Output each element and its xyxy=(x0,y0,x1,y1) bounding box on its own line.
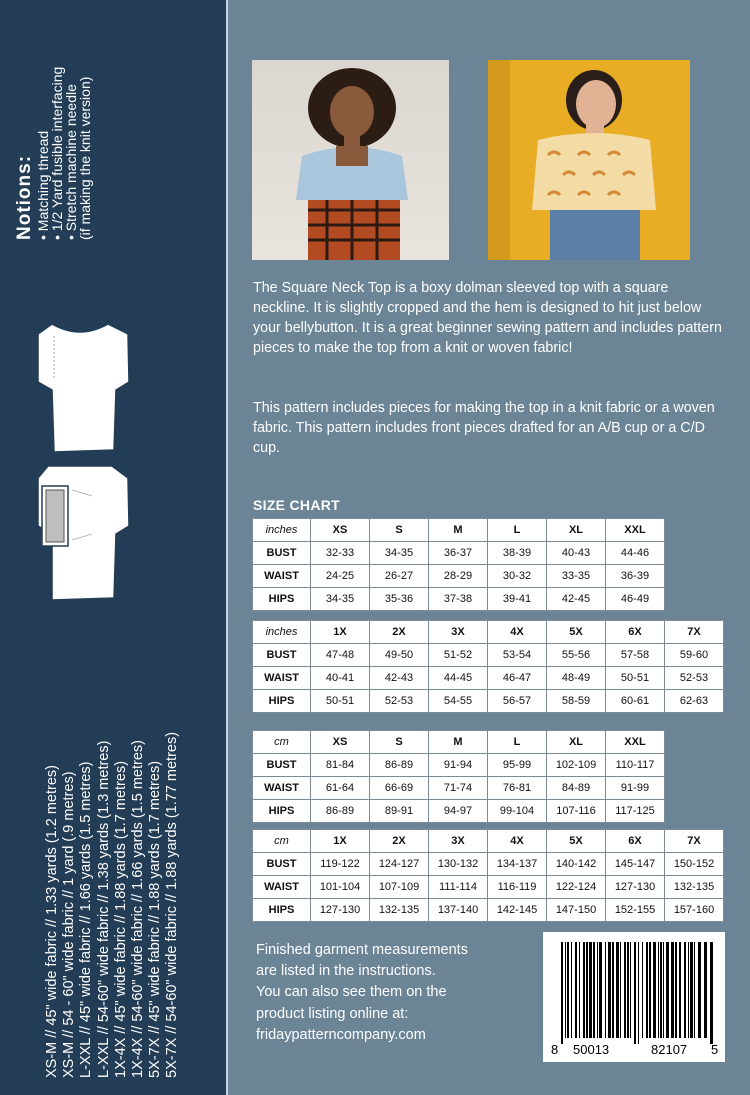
measure-cell: 49-50 xyxy=(370,644,429,667)
size-header: 6X xyxy=(606,621,665,644)
measure-cell: 140-142 xyxy=(547,853,606,876)
barcode-digits: 50013 xyxy=(573,1042,610,1057)
barcode-bar xyxy=(690,942,693,1038)
barcode-bar xyxy=(567,942,569,1038)
measure-cell: 55-56 xyxy=(547,644,606,667)
row-label: WAIST xyxy=(253,777,311,800)
yardage-line: 5X-7X // 54-60" wide fabric // 1.88 yards (1.77 metres) xyxy=(164,731,181,1078)
barcode-bar xyxy=(593,942,595,1038)
table-row xyxy=(253,690,724,713)
measure-cell: 40-43 xyxy=(547,542,606,565)
row-label: HIPS xyxy=(253,588,311,611)
size-header: 3X xyxy=(429,830,488,853)
size-header: 5X xyxy=(547,830,606,853)
measure-cell: 39-41 xyxy=(488,588,547,611)
measure-cell: 47-48 xyxy=(311,644,370,667)
measure-cell: 116-119 xyxy=(488,876,547,899)
table-row xyxy=(253,621,724,644)
size-header: 6X xyxy=(606,830,665,853)
table-row xyxy=(253,899,724,922)
size-header: 4X xyxy=(488,830,547,853)
barcode-bar xyxy=(660,942,662,1038)
measure-cell: 59-60 xyxy=(665,644,724,667)
barcode-bar xyxy=(612,942,614,1038)
row-label: WAIST xyxy=(253,667,311,690)
measure-cell: 30-32 xyxy=(488,565,547,588)
table-row xyxy=(253,565,665,588)
description-paragraph-2: This pattern includes pieces for making the top in a knit fabric or a woven fabric. This pattern includes front pieces drafted for an A/B cup or a C/D cup. xyxy=(253,400,715,456)
measure-cell: 60-61 xyxy=(606,690,665,713)
measure-cell: 35-36 xyxy=(370,588,429,611)
back-view-sketch xyxy=(32,318,134,456)
barcode-bar xyxy=(679,942,681,1038)
measure-cell: 61-64 xyxy=(311,777,370,800)
barcode-bar xyxy=(586,942,588,1038)
measure-cell: 58-59 xyxy=(547,690,606,713)
measure-cell: 53-54 xyxy=(488,644,547,667)
barcode-bar xyxy=(663,942,664,1038)
measure-cell: 91-99 xyxy=(606,777,665,800)
measure-cell: 44-46 xyxy=(606,542,665,565)
yardage-line: XS-M // 54 - 60" wide fabric // 1 yard (.9 metres) xyxy=(61,771,78,1078)
table-row xyxy=(253,519,665,542)
measure-cell: 32-33 xyxy=(311,542,370,565)
notions-item: • Stretch machine needle xyxy=(63,84,79,240)
description-paragraph-1: The Square Neck Top is a boxy dolman sleeved top with a square neckline. It is slightly cropped and the hem is designed to hit just below your bellybutton. It is a great beginner sewing pattern and includes pattern pieces to make the top from a knit or woven fabric! xyxy=(253,280,722,356)
measure-cell: 62-63 xyxy=(665,690,724,713)
yardage-line: XS-M // 45" wide fabric // 1.33 yards (1.2 metres) xyxy=(44,765,60,1078)
measure-cell: 36-39 xyxy=(606,565,665,588)
size-header: L xyxy=(488,519,547,542)
size-chart-title: SIZE CHART xyxy=(253,497,340,513)
barcode-digit: 8 xyxy=(551,1042,559,1057)
measure-cell: 51-52 xyxy=(429,644,488,667)
measure-cell: 42-43 xyxy=(370,667,429,690)
model-photo-2 xyxy=(488,60,690,260)
yardage-line: L-XXL // 45" wide fabric // 1.66 yards (1.5 metres) xyxy=(78,761,95,1078)
measure-cell: 145-147 xyxy=(606,853,665,876)
barcode-bar xyxy=(684,942,686,1038)
table-row xyxy=(253,876,724,899)
measure-cell: 56-57 xyxy=(488,690,547,713)
notions-block xyxy=(14,67,92,240)
barcode-bar xyxy=(616,942,619,1038)
measure-cell: 110-117 xyxy=(606,754,665,777)
measure-cell: 50-51 xyxy=(606,667,665,690)
measure-cell: 132-135 xyxy=(665,876,724,899)
measure-cell: 99-104 xyxy=(488,800,547,823)
table-row xyxy=(253,830,724,853)
measure-cell: 134-137 xyxy=(488,853,547,876)
measure-cell: 40-41 xyxy=(311,667,370,690)
size-header: L xyxy=(488,731,547,754)
measure-cell: 86-89 xyxy=(311,800,370,823)
notions-item: (if making the knit version) xyxy=(77,76,93,240)
notions-heading: Notions: xyxy=(14,154,35,240)
row-label: HIPS xyxy=(253,690,311,713)
barcode-bar xyxy=(627,942,629,1038)
measure-cell: 111-114 xyxy=(429,876,488,899)
left-panel xyxy=(0,0,228,1095)
finished-measurements-note xyxy=(256,940,468,1046)
barcode-bar xyxy=(630,942,631,1038)
measure-cell: 46-49 xyxy=(606,588,665,611)
barcode-bars xyxy=(543,932,725,1044)
measure-cell: 54-55 xyxy=(429,690,488,713)
size-table-inches-plus xyxy=(252,620,724,713)
size-header: XXL xyxy=(606,731,665,754)
measure-cell: 28-29 xyxy=(429,565,488,588)
yardage-line: L-XXL // 54-60" wide fabric // 1.38 yards (1.3 metres) xyxy=(95,740,112,1078)
measure-cell: 81-84 xyxy=(311,754,370,777)
measure-cell: 34-35 xyxy=(311,588,370,611)
size-header: XXL xyxy=(606,519,665,542)
measure-cell: 117-125 xyxy=(606,800,665,823)
table-row xyxy=(253,542,665,565)
measure-cell: 150-152 xyxy=(665,853,724,876)
barcode-bar xyxy=(649,942,651,1038)
note-line: Finished garment measurements xyxy=(256,942,468,958)
measure-cell: 142-145 xyxy=(488,899,547,922)
yardage-line: 1X-4X // 45" wide fabric // 1.88 yards (1.7 metres) xyxy=(112,760,129,1078)
size-header: XS xyxy=(311,731,370,754)
measure-cell: 107-116 xyxy=(547,800,606,823)
barcode-bar xyxy=(694,942,695,1038)
yardage-block xyxy=(44,732,182,1078)
barcode-bar xyxy=(642,942,643,1038)
measure-cell: 147-150 xyxy=(547,899,606,922)
barcode-digit: 5 xyxy=(711,1042,719,1057)
measure-cell: 101-104 xyxy=(311,876,370,899)
measure-cell: 127-130 xyxy=(311,899,370,922)
barcode xyxy=(543,932,725,1062)
table-row xyxy=(253,667,724,690)
barcode-bar xyxy=(658,942,659,1038)
notions-item: • Matching thread xyxy=(35,130,51,240)
barcode-bar xyxy=(597,942,598,1038)
note-line: You can also see them on the xyxy=(256,984,447,1001)
measure-cell: 124-127 xyxy=(370,853,429,876)
size-header: 1X xyxy=(311,830,370,853)
size-header: XL xyxy=(547,731,606,754)
measure-cell: 137-140 xyxy=(429,899,488,922)
size-header: 3X xyxy=(429,621,488,644)
measure-cell: 42-45 xyxy=(547,588,606,611)
size-header: 2X xyxy=(370,830,429,853)
size-header: 4X xyxy=(488,621,547,644)
measure-cell: 107-109 xyxy=(370,876,429,899)
measure-cell: 46-47 xyxy=(488,667,547,690)
barcode-bar xyxy=(620,942,621,1038)
barcode-digits: 82107 xyxy=(651,1042,688,1057)
row-label: WAIST xyxy=(253,565,311,588)
barcode-bar xyxy=(589,942,592,1038)
barcode-bar xyxy=(688,942,689,1038)
measure-cell: 102-109 xyxy=(547,754,606,777)
barcode-bar xyxy=(579,942,580,1038)
measure-cell: 152-155 xyxy=(606,899,665,922)
table-row xyxy=(253,800,665,823)
measure-cell: 34-35 xyxy=(370,542,429,565)
front-view-sketch xyxy=(32,460,134,605)
measure-cell: 91-94 xyxy=(429,754,488,777)
yardage-line: 1X-4X // 54-60" wide fabric // 1.66 yards (1.5 metres) xyxy=(130,740,147,1078)
measure-cell: 95-99 xyxy=(488,754,547,777)
size-header: 1X xyxy=(311,621,370,644)
table-row xyxy=(253,644,724,667)
measure-cell: 44-45 xyxy=(429,667,488,690)
row-label: BUST xyxy=(253,542,311,565)
measure-cell: 57-58 xyxy=(606,644,665,667)
measure-cell: 71-74 xyxy=(429,777,488,800)
barcode-bar xyxy=(638,942,639,1044)
unit-cell: cm xyxy=(253,731,311,754)
size-header: 5X xyxy=(547,621,606,644)
measure-cell: 122-124 xyxy=(547,876,606,899)
note-line: are listed in the instructions. xyxy=(256,963,436,980)
measure-cell: 24-25 xyxy=(311,565,370,588)
row-label: HIPS xyxy=(253,800,311,823)
note-line: product listing online at: xyxy=(256,1005,409,1022)
measure-cell: 38-39 xyxy=(488,542,547,565)
measure-cell: 37-38 xyxy=(429,588,488,611)
size-table-cm-standard xyxy=(252,730,665,823)
unit-cell: cm xyxy=(253,830,311,853)
size-header: XL xyxy=(547,519,606,542)
measure-cell: 52-53 xyxy=(370,690,429,713)
measure-cell: 130-132 xyxy=(429,853,488,876)
size-header: M xyxy=(429,731,488,754)
row-label: BUST xyxy=(253,853,311,876)
table-row xyxy=(253,853,724,876)
barcode-bar xyxy=(710,942,713,1044)
measure-cell: 132-135 xyxy=(370,899,429,922)
model-photo-1 xyxy=(252,60,449,260)
table-row xyxy=(253,731,665,754)
row-label: HIPS xyxy=(253,899,311,922)
barcode-bar xyxy=(583,942,585,1038)
barcode-bar xyxy=(624,942,626,1038)
measure-cell: 48-49 xyxy=(547,667,606,690)
barcode-bar xyxy=(698,942,701,1038)
barcode-bar xyxy=(675,942,677,1038)
size-header: XS xyxy=(311,519,370,542)
measure-cell: 127-130 xyxy=(606,876,665,899)
barcode-bar xyxy=(561,942,563,1044)
barcode-bar xyxy=(634,942,636,1044)
measure-cell: 86-89 xyxy=(370,754,429,777)
unit-cell: inches xyxy=(253,519,311,542)
size-header: 7X xyxy=(665,830,724,853)
notions-item: • 1/2 Yard fusible interfacing xyxy=(49,66,65,240)
measure-cell: 84-89 xyxy=(547,777,606,800)
measure-cell: 94-97 xyxy=(429,800,488,823)
yardage-line: 5X-7X // 45" wide fabric // 1.88 yards (1.7 metres) xyxy=(147,760,164,1078)
barcode-bar xyxy=(599,942,602,1038)
row-label: BUST xyxy=(253,644,311,667)
measure-cell: 76-81 xyxy=(488,777,547,800)
barcode-bar xyxy=(605,942,606,1038)
barcode-bar xyxy=(671,942,674,1038)
table-row xyxy=(253,777,665,800)
barcode-bar xyxy=(571,942,572,1038)
barcode-bar xyxy=(608,942,611,1038)
measure-cell: 89-91 xyxy=(370,800,429,823)
measure-cell: 50-51 xyxy=(311,690,370,713)
row-label: BUST xyxy=(253,754,311,777)
size-header: M xyxy=(429,519,488,542)
table-row xyxy=(253,588,665,611)
barcode-bar xyxy=(666,942,669,1038)
unit-cell: inches xyxy=(253,621,311,644)
row-label: WAIST xyxy=(253,876,311,899)
size-header: S xyxy=(370,519,429,542)
size-header: 7X xyxy=(665,621,724,644)
measure-cell: 119-122 xyxy=(311,853,370,876)
measure-cell: 66-69 xyxy=(370,777,429,800)
barcode-bar xyxy=(646,942,648,1038)
measure-cell: 157-160 xyxy=(665,899,724,922)
measure-cell: 36-37 xyxy=(429,542,488,565)
measure-cell: 52-53 xyxy=(665,667,724,690)
table-row xyxy=(253,754,665,777)
website-link[interactable]: fridaypatterncompany.com xyxy=(256,1026,426,1043)
size-header: S xyxy=(370,731,429,754)
measure-cell: 33-35 xyxy=(547,565,606,588)
barcode-bar xyxy=(653,942,656,1038)
barcode-bar xyxy=(704,942,707,1038)
size-table-cm-plus xyxy=(252,829,724,922)
measure-cell: 26-27 xyxy=(370,565,429,588)
size-header: 2X xyxy=(370,621,429,644)
size-table-inches-standard xyxy=(252,518,665,611)
barcode-bar xyxy=(565,942,566,1038)
barcode-bar xyxy=(575,942,577,1038)
